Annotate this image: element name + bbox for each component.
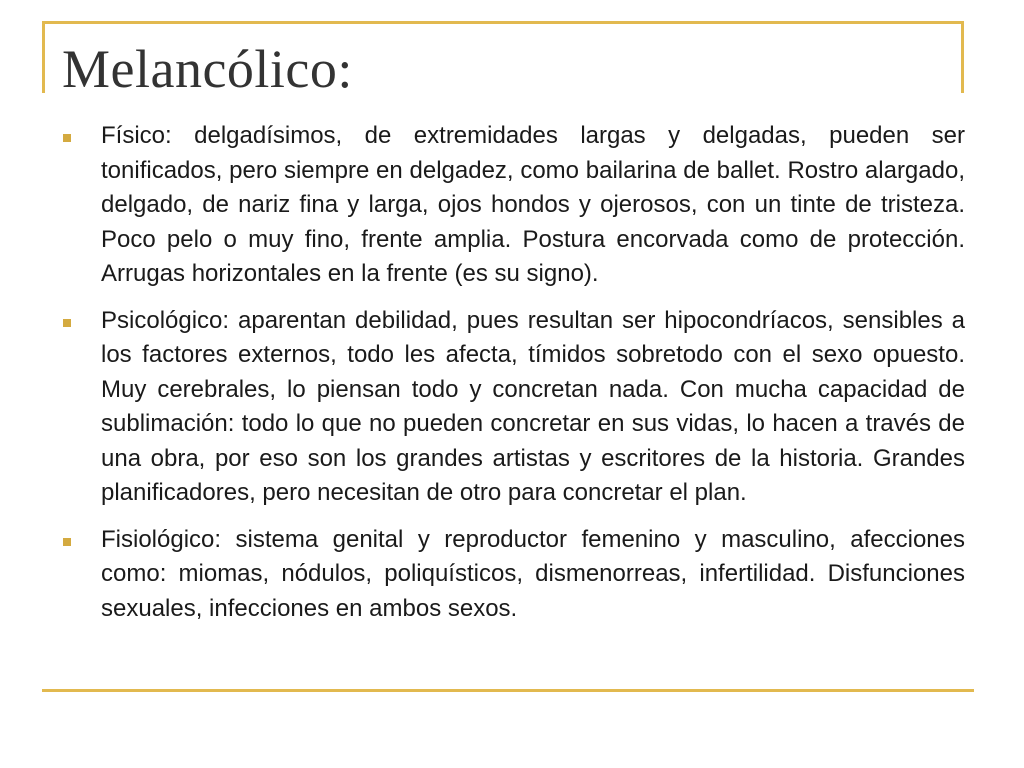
bullet-text: Físico: delgadísimos, de extremidades largas y delgadas, pueden ser tonificados, pero siempre en delgadez, como bailarina de ballet. Rostro alargado, delgado, de nariz fina y larga, ojos hondos y ojerosos, con un tinte de tristeza. Poco pelo o muy fino, frente amplia. Postura encorvada como de protección. Arrugas horizontales en la frente (es su signo).: [101, 122, 965, 287]
square-bullet-icon: [63, 134, 71, 142]
slide-title: Melancólico:: [62, 39, 353, 99]
bullet-item-fisiologico: [62, 523, 965, 627]
bullet-list: [62, 119, 965, 638]
frame-right-line: [961, 21, 964, 93]
frame-bottom-line: [42, 689, 974, 692]
bullet-text: Fisiológico: sistema genital y reproductor femenino y masculino, afecciones como: miomas, nódulos, poliquísticos, dismenorreas, infertilidad. Disfunciones sexuales, infecciones en ambos sexos.: [101, 525, 965, 622]
square-bullet-icon: [63, 319, 71, 327]
frame-left-line: [42, 21, 45, 93]
square-bullet-icon: [63, 538, 71, 546]
frame-top-line: [42, 21, 964, 24]
bullet-item-psicologico: [62, 304, 965, 511]
bullet-text: Psicológico: aparentan debilidad, pues resultan ser hipocondríacos, sensibles a los factores externos, todo les afecta, tímidos sobretodo con el sexo opuesto. Muy cerebrales, lo piensan todo y concretan nada. Con mucha capacidad de sublimación: todo lo que no pueden concretar en sus vidas, lo hacen a través de una obra, por eso son los grandes artistas y escritores de la historia. Grandes planificadores, pero necesitan de otro para concretar el plan.: [101, 306, 965, 506]
bullet-item-fisico: [62, 119, 965, 292]
